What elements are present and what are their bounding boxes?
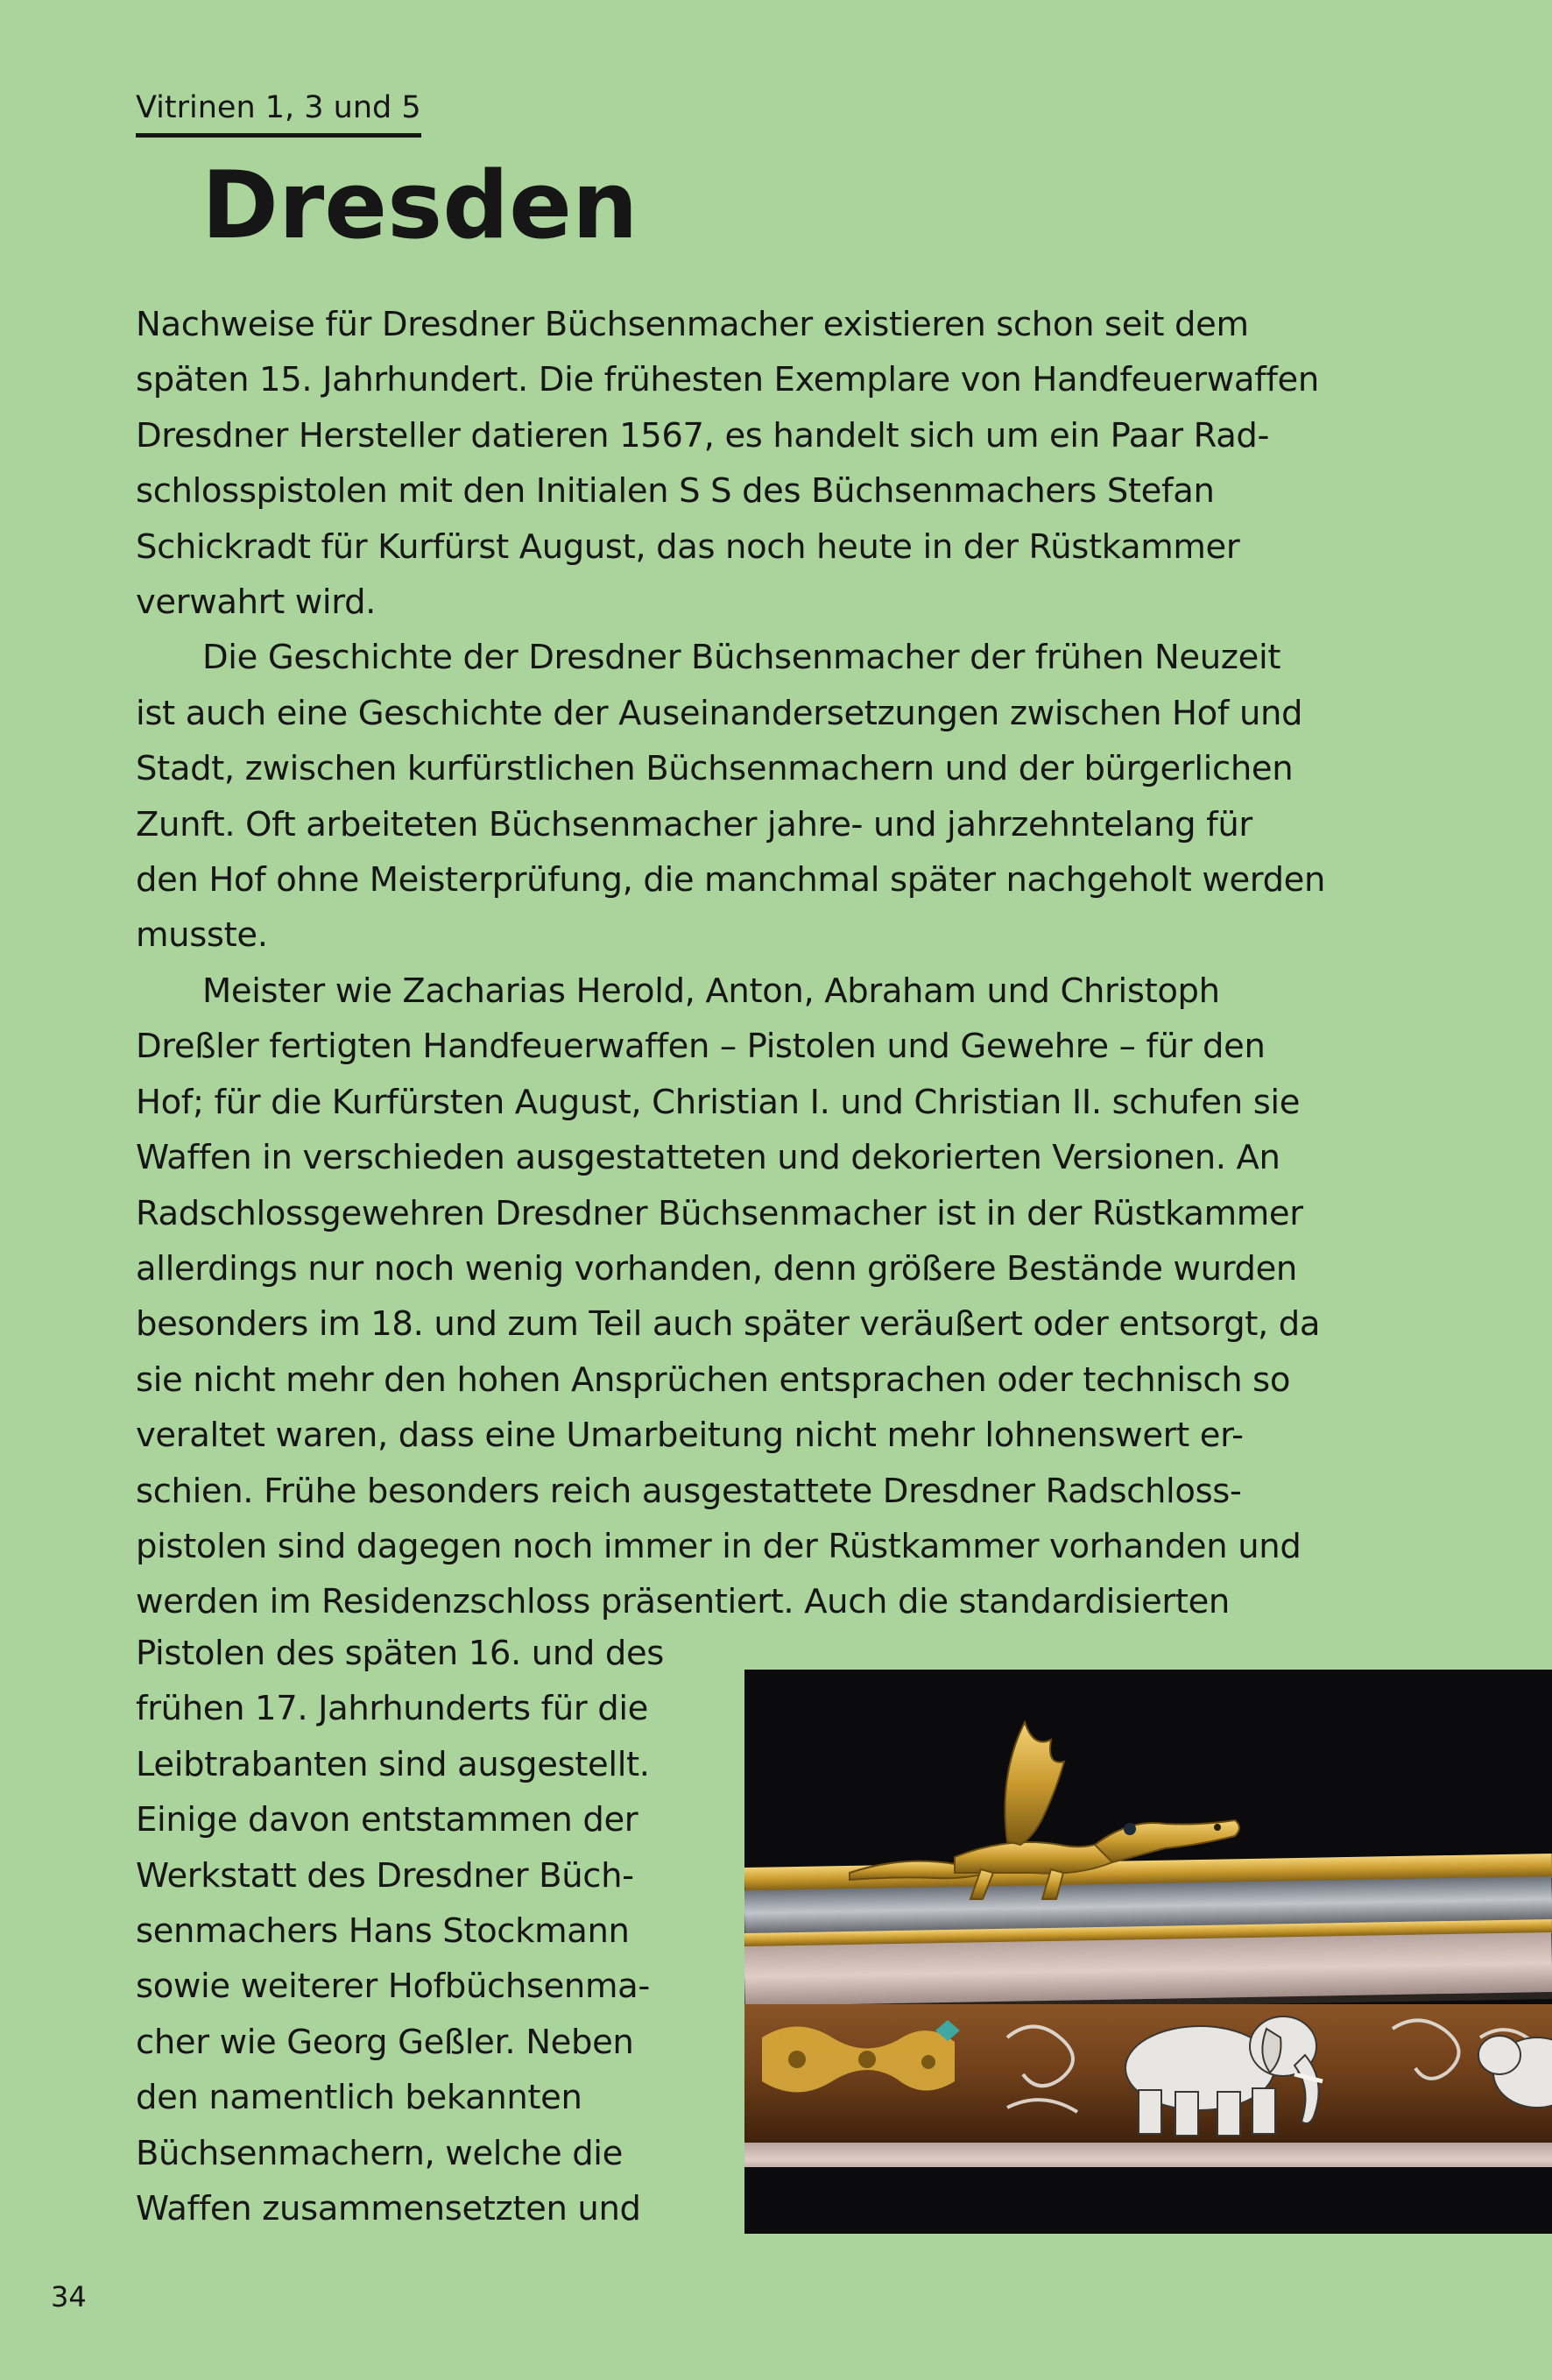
text-line: sowie weiterer Hofbüchsenma- <box>136 1967 650 2007</box>
main-text-block <box>136 297 1414 1630</box>
text-line: schlosspistolen mit den Initialen S S des Büchsenmachers Stefan <box>136 471 1215 512</box>
text-line: cher wie Georg Geßler. Neben <box>136 2022 634 2062</box>
text-line: frühen 17. Jahrhunderts für die <box>136 1689 649 1729</box>
text-line: Einige davon entstammen der <box>136 1800 638 1840</box>
pistol-illustration <box>744 1670 1552 2234</box>
text-line: allerdings nur noch wenig vorhanden, denn größere Bestände wurden <box>136 1248 1297 1289</box>
text-line: Büchsenmachern, welche die <box>136 2133 623 2173</box>
text-line: Hof; für die Kurfürsten August, Christian I. und Christian II. schufen sie <box>136 1082 1301 1122</box>
text-line: Nachweise für Dresdner Büchsenmacher existieren schon seit dem <box>136 305 1249 344</box>
text-line: sie nicht mehr den hohen Ansprüchen entsprachen oder technisch so <box>136 1359 1291 1400</box>
text-line: Meister wie Zacharias Herold, Anton, Abraham und Christoph <box>202 971 1220 1011</box>
text-line: Dresdner Hersteller datieren 1567, es handelt sich um ein Paar Rad- <box>136 415 1270 456</box>
text-line: Waffen in verschieden ausgestatteten und dekorierten Versionen. An <box>136 1138 1280 1178</box>
text-line: senmachers Hans Stockmann <box>136 1911 630 1952</box>
text-line: den namentlich bekannten <box>136 2078 582 2118</box>
section-kicker: Vitrinen 1, 3 und 5 <box>136 86 421 138</box>
text-line: Waffen zusammensetzten und <box>136 2189 641 2229</box>
text-line: veraltet waren, dass eine Umarbeitung nicht mehr lohnenswert er- <box>136 1416 1244 1456</box>
text-line: Pistolen des späten 16. und des <box>136 1634 665 1673</box>
text-line: Zunft. Oft arbeiteten Büchsenmacher jahre- und jahrzehntelang für <box>136 804 1252 844</box>
text-line: ist auch eine Geschichte der Auseinandersetzungen zwischen Hof und <box>136 693 1303 733</box>
page-number: 34 <box>51 2280 87 2313</box>
text-line: Radschlossgewehren Dresdner Büchsenmacher ist in der Rüstkammer <box>136 1193 1303 1233</box>
text-line: verwahrt wird. <box>136 583 377 623</box>
text-line: Die Geschichte der Dresdner Büchsenmacher der frühen Neuzeit <box>202 638 1281 678</box>
text-line: werden im Residenzschloss präsentiert. Auch die standardisierten <box>136 1582 1230 1622</box>
text-line: pistolen sind dagegen noch immer in der Rüstkammer vorhanden und <box>136 1526 1302 1566</box>
text-line: Stadt, zwischen kurfürstlichen Büchsenmachern und der bürgerlichen <box>136 749 1294 789</box>
text-line: Werkstatt des Dresdner Büch- <box>136 1855 634 1896</box>
pistol-detail-photo <box>744 1670 1552 2234</box>
page-title: Dresden <box>201 152 638 259</box>
side-text-block <box>136 1626 749 2236</box>
text-line: besonders im 18. und zum Teil auch später veräußert oder entsorgt, da <box>136 1304 1321 1345</box>
text-line: musste. <box>136 915 268 956</box>
text-line: schien. Frühe besonders reich ausgestattete Dresdner Radschloss- <box>136 1471 1242 1511</box>
text-line: Leibtrabanten sind ausgestellt. <box>136 1744 650 1784</box>
text-line: Dreßler fertigten Handfeuerwaffen – Pistolen und Gewehre – für den <box>136 1027 1266 1067</box>
text-line: den Hof ohne Meisterprüfung, die manchmal später nachgeholt werden <box>136 860 1326 900</box>
text-line: späten 15. Jahrhundert. Die frühesten Exemplare von Handfeuerwaffen <box>136 360 1319 400</box>
text-line: Schickradt für Kurfürst August, das noch heute in der Rüstkammer <box>136 526 1240 567</box>
